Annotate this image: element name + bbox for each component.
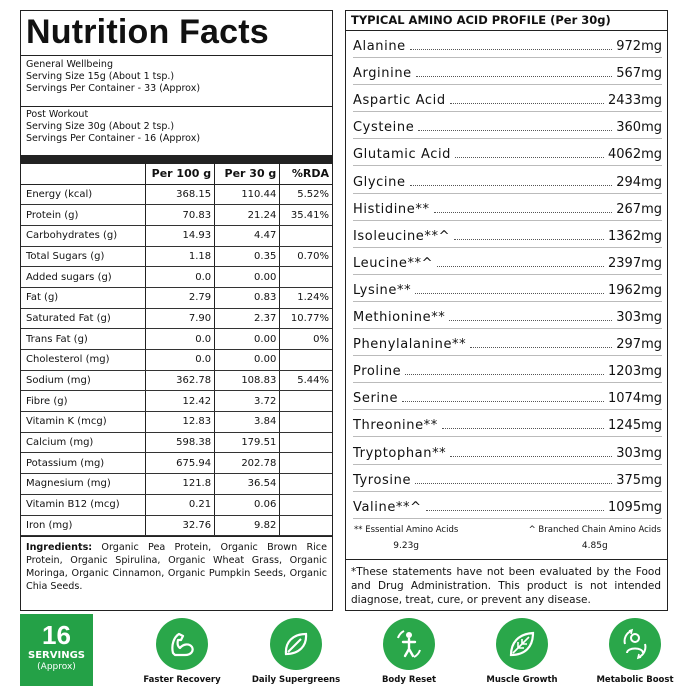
servings-label: SERVINGS [28, 650, 85, 661]
amino-acid-amount: 1962mg [608, 282, 662, 298]
amino-acid-amount: 1203mg [608, 364, 662, 380]
post-workout-block [21, 106, 332, 155]
nutrient-value: 0% [280, 329, 332, 350]
list-item [353, 410, 662, 437]
nutrition-table-header [21, 164, 332, 184]
nutrient-value: 0.21 [145, 494, 214, 515]
list-item [353, 275, 662, 302]
amino-acid-amount: 297mg [616, 337, 662, 353]
benefit-daily-supergreens [241, 618, 351, 685]
list-item [353, 166, 662, 193]
list-item [353, 248, 662, 275]
nutrient-value: 0.00 [215, 329, 280, 350]
nutrient-value: 202.78 [215, 453, 280, 474]
nutrient-value: 0.0 [145, 329, 214, 350]
servings-badge [20, 614, 93, 686]
nutrient-name: Protein (g) [21, 205, 145, 226]
ingredients-block [21, 536, 332, 593]
amino-acid-amount: 375mg [616, 472, 662, 488]
nutrient-value: 0.35 [215, 246, 280, 267]
nutrient-value: 3.72 [215, 391, 280, 412]
nutrient-value: 0.00 [215, 267, 280, 288]
nutrient-value: 5.52% [280, 184, 332, 205]
list-item [353, 383, 662, 410]
nutrient-value [280, 225, 332, 246]
dotted-leader [470, 347, 612, 348]
nutrient-value: 121.8 [145, 474, 214, 495]
muscle-growth-leaf-icon [496, 618, 548, 670]
wellbeing-heading: General Wellbeing [26, 59, 113, 70]
list-item [353, 31, 662, 58]
list-item [353, 329, 662, 356]
nutrient-name: Trans Fat (g) [21, 329, 145, 350]
list-item [353, 302, 662, 329]
nutrient-value [280, 412, 332, 433]
table-row [21, 494, 332, 515]
essential-note-label: ** Essential Amino Acids [354, 524, 459, 535]
nutrient-value: 108.83 [215, 370, 280, 391]
nutrient-value [280, 350, 332, 371]
nutrient-value: 0.0 [145, 267, 214, 288]
nutrient-value: 0.83 [215, 287, 280, 308]
amino-acid-name: Alanine [353, 39, 406, 55]
amino-acid-name: Serine [353, 391, 399, 407]
table-row [21, 391, 332, 412]
dotted-leader [410, 49, 613, 50]
table-row [21, 267, 332, 288]
nutrient-value: 598.38 [145, 432, 214, 453]
table-row [21, 205, 332, 226]
nutrient-name: Fat (g) [21, 287, 145, 308]
benefit-body-reset [354, 618, 464, 685]
table-row [21, 412, 332, 433]
dotted-leader [405, 374, 604, 375]
dotted-leader [418, 130, 612, 131]
table-row [21, 246, 332, 267]
nutrient-name: Sodium (mg) [21, 370, 145, 391]
list-item [353, 356, 662, 383]
amino-acid-name: Threonine** [353, 418, 438, 434]
list-item [353, 492, 662, 519]
nutrient-value [280, 474, 332, 495]
nutrient-value: 4.47 [215, 225, 280, 246]
dotted-leader [415, 483, 612, 484]
amino-acid-list [346, 31, 667, 519]
benefit-muscle-growth [467, 618, 577, 685]
list-item [353, 465, 662, 492]
dotted-leader [426, 510, 604, 511]
nutrient-name: Added sugars (g) [21, 267, 145, 288]
nutrition-facts-title: Nutrition Facts [26, 13, 269, 51]
table-row [21, 515, 332, 536]
amino-acid-name: Leucine**^ [353, 255, 434, 271]
nutrient-value: 9.82 [215, 515, 280, 536]
nutrient-name: Vitamin B12 (mcg) [21, 494, 145, 515]
ingredients-text: Organic Pea Protein, Organic Brown Rice Protein, Organic Spirulina, Organic Wheat Grass, Organic Moringa, Organic Cinnamon, Organic Pumpkin Seeds, Organic Chia Seeds. [26, 542, 327, 593]
table-row [21, 287, 332, 308]
amino-acid-amount: 267mg [616, 201, 662, 217]
nutrient-name: Magnesium (mg) [21, 474, 145, 495]
dotted-leader [455, 157, 604, 158]
workout-servings-per-container: Servings Per Container - 16 (Approx) [26, 133, 201, 144]
nutrient-value: 110.44 [215, 184, 280, 205]
table-row [21, 474, 332, 495]
amino-notes [346, 519, 667, 560]
column-header: Per 30 g [215, 164, 280, 184]
amino-acid-name: Histidine** [353, 201, 430, 217]
nutrient-value: 12.42 [145, 391, 214, 412]
body-reset-icon [383, 618, 435, 670]
list-item [353, 437, 662, 464]
amino-acid-panel [345, 10, 668, 611]
amino-acid-amount: 1095mg [608, 499, 662, 515]
dotted-leader [410, 185, 613, 186]
table-row [21, 184, 332, 205]
table-row [21, 370, 332, 391]
nutrient-value: 12.83 [145, 412, 214, 433]
benefit-label: Metabolic Boost [596, 675, 674, 685]
amino-acid-amount: 303mg [616, 445, 662, 461]
amino-acid-amount: 360mg [616, 120, 662, 136]
bcaa-note-label: ^ Branched Chain Amino Acids [528, 524, 661, 535]
column-header: Per 100 g [145, 164, 214, 184]
general-wellbeing-block [21, 55, 332, 106]
ingredients-label: Ingredients: [26, 542, 93, 554]
dotted-leader [402, 401, 604, 402]
nutrient-value: 5.44% [280, 370, 332, 391]
nutrient-name: Iron (mg) [21, 515, 145, 536]
nutrient-name: Fibre (g) [21, 391, 145, 412]
nutrient-name: Energy (kcal) [21, 184, 145, 205]
wellbeing-serving-size: Serving Size 15g (About 1 tsp.) [26, 71, 175, 82]
nutrient-value: 7.90 [145, 308, 214, 329]
list-item [353, 139, 662, 166]
dotted-leader [437, 266, 604, 267]
amino-acid-name: Aspartic Acid [353, 93, 446, 109]
nutrition-facts-panel [20, 10, 333, 611]
list-item [353, 58, 662, 85]
benefit-faster-recovery [127, 618, 237, 685]
wellbeing-servings-per-container: Servings Per Container - 33 (Approx) [26, 83, 201, 94]
amino-acid-amount: 4062mg [608, 147, 662, 163]
nutrient-value: 32.76 [145, 515, 214, 536]
amino-acid-amount: 1362mg [608, 228, 662, 244]
workout-heading: Post Workout [26, 109, 89, 120]
leaf-icon [270, 618, 322, 670]
dotted-leader [442, 428, 604, 429]
nutrient-name: Calcium (mg) [21, 432, 145, 453]
benefit-label: Faster Recovery [143, 675, 221, 685]
nutrient-value: 179.51 [215, 432, 280, 453]
dotted-leader [454, 239, 604, 240]
bcaa-note-amount: 4.85g [581, 540, 608, 551]
nutrient-value: 1.18 [145, 246, 214, 267]
dotted-leader [449, 320, 612, 321]
benefit-label: Daily Supergreens [251, 675, 341, 685]
amino-acid-name: Tryptophan** [353, 445, 447, 461]
nutrient-value: 362.78 [145, 370, 214, 391]
list-item [353, 194, 662, 221]
dotted-leader [450, 456, 612, 457]
nutrient-value: 1.24% [280, 287, 332, 308]
amino-acid-name: Glycine [353, 174, 406, 190]
amino-acid-amount: 2433mg [608, 93, 662, 109]
benefit-label: Muscle Growth [486, 675, 558, 685]
amino-acid-name: Tyrosine [353, 472, 412, 488]
amino-acid-name: Methionine** [353, 310, 446, 326]
nutrient-value [280, 494, 332, 515]
amino-acid-amount: 303mg [616, 310, 662, 326]
fda-disclaimer: *These statements have not been evaluated by the Food and Drug Administration. This product is not intended diagnose, treat, cure, or prevent any disease. [351, 565, 661, 606]
nutrient-value [280, 267, 332, 288]
nutrient-value: 3.84 [215, 412, 280, 433]
list-item [353, 112, 662, 139]
nutrition-table [21, 164, 332, 536]
amino-acid-name: Arginine [353, 66, 412, 82]
nutrient-value: 368.15 [145, 184, 214, 205]
amino-acid-amount: 567mg [616, 66, 662, 82]
amino-acid-amount: 1245mg [608, 418, 662, 434]
essential-note-amount: 9.23g [393, 540, 420, 551]
nutrient-value: 10.77% [280, 308, 332, 329]
amino-acid-amount: 972mg [616, 39, 662, 55]
dotted-leader [416, 76, 613, 77]
list-item [353, 221, 662, 248]
nutrient-value: 36.54 [215, 474, 280, 495]
amino-acid-name: Valine**^ [353, 499, 422, 515]
essential-note [354, 525, 458, 559]
amino-acid-title: TYPICAL AMINO ACID PROFILE (Per 30g) [346, 11, 667, 31]
nutrient-value: 21.24 [215, 205, 280, 226]
thick-divider [21, 155, 332, 164]
dotted-leader [450, 103, 604, 104]
metabolic-boost-icon [609, 618, 661, 670]
nutrient-value: 2.37 [215, 308, 280, 329]
servings-number: 16 [42, 620, 71, 650]
nutrient-name: Vitamin K (mcg) [21, 412, 145, 433]
dotted-leader [415, 293, 604, 294]
amino-acid-amount: 2397mg [608, 255, 662, 271]
nutrient-value: 675.94 [145, 453, 214, 474]
amino-acid-name: Glutamic Acid [353, 147, 452, 163]
nutrient-name: Cholesterol (mg) [21, 350, 145, 371]
table-row [21, 225, 332, 246]
table-row [21, 453, 332, 474]
amino-acid-name: Proline [353, 364, 402, 380]
nutrient-name: Carbohydrates (g) [21, 225, 145, 246]
flexed-arm-icon [156, 618, 208, 670]
column-header [21, 164, 145, 184]
workout-serving-size: Serving Size 30g (About 2 tsp.) [26, 121, 175, 132]
amino-acid-amount: 1074mg [608, 391, 662, 407]
dotted-leader [434, 212, 613, 213]
amino-acid-name: Phenylalanine** [353, 337, 467, 353]
amino-acid-name: Cysteine [353, 120, 415, 136]
nutrient-name: Saturated Fat (g) [21, 308, 145, 329]
table-row [21, 432, 332, 453]
amino-acid-name: Isoleucine**^ [353, 228, 451, 244]
nutrient-value [280, 432, 332, 453]
nutrient-value [280, 515, 332, 536]
table-row [21, 350, 332, 371]
table-row [21, 308, 332, 329]
nutrient-value: 0.0 [145, 350, 214, 371]
benefit-metabolic-boost [580, 618, 690, 685]
list-item [353, 85, 662, 112]
nutrient-value: 14.93 [145, 225, 214, 246]
amino-acid-amount: 294mg [616, 174, 662, 190]
nutrient-value: 0.00 [215, 350, 280, 371]
nutrient-value: 0.70% [280, 246, 332, 267]
benefit-label: Body Reset [381, 675, 437, 685]
amino-acid-name: Lysine** [353, 282, 412, 298]
nutrient-value: 2.79 [145, 287, 214, 308]
nutrient-name: Potassium (mg) [21, 453, 145, 474]
bcaa-note [529, 525, 661, 559]
table-row [21, 329, 332, 350]
nutrient-value: 70.83 [145, 205, 214, 226]
nutrient-value: 0.06 [215, 494, 280, 515]
nutrient-value [280, 453, 332, 474]
servings-approx: (Approx) [37, 662, 76, 672]
nutrient-value: 35.41% [280, 205, 332, 226]
nutrient-name: Total Sugars (g) [21, 246, 145, 267]
column-header: %RDA [280, 164, 332, 184]
nutrient-value [280, 391, 332, 412]
